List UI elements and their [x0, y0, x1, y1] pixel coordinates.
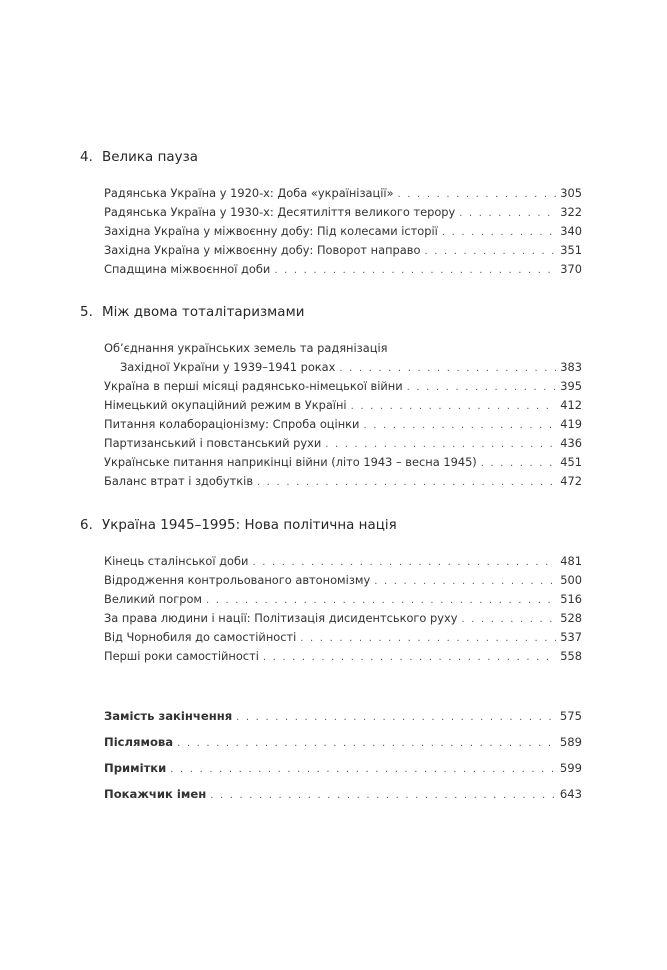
toc-entry[interactable]	[104, 630, 582, 649]
toc-entry-page: 340	[560, 224, 582, 238]
toc-back-entry[interactable]	[104, 709, 582, 728]
toc-entry[interactable]	[120, 360, 582, 379]
toc-entry-title: Післямова	[104, 735, 174, 749]
toc-entry-page: 481	[560, 554, 582, 568]
toc-entry-page: 395	[560, 379, 582, 393]
toc-entry-title: Перші роки самостійності	[104, 649, 259, 663]
toc-entry-page: 528	[560, 611, 582, 625]
toc-entry-title: Відродження контрольованого автономізму	[104, 573, 371, 587]
toc-entry-page: 575	[559, 709, 582, 723]
toc-entry-title: Баланс втрат і здобутків	[104, 474, 254, 488]
toc-entry-page: 305	[560, 186, 582, 200]
toc-entry-title-line[interactable]: Об’єднання українських земель та радянізація	[104, 341, 388, 355]
toc-entry-title: Західна Україна у міжвоєнну добу: Поворот направо	[104, 243, 421, 257]
toc-entry[interactable]	[104, 455, 582, 474]
toc-entry-title: Україна в перші місяці радянсько-німецької війни	[104, 379, 403, 393]
toc-back-entry[interactable]	[104, 735, 582, 754]
toc-entry-title: Радянська Україна у 1920-х: Доба «українізації»	[104, 186, 394, 200]
toc-entry[interactable]	[104, 262, 582, 281]
toc-entry-title: Німецький окупаційний режим в Україні	[104, 398, 347, 412]
toc-entry[interactable]	[104, 592, 582, 611]
toc-back-entry[interactable]	[104, 787, 582, 806]
toc-entry-page: 537	[560, 630, 582, 644]
toc-entry[interactable]	[104, 573, 582, 592]
toc-entry-title: Примітки	[104, 761, 167, 775]
toc-entry-title: Покажчик імен	[104, 787, 207, 801]
toc-entry-title: За права людини і нації: Політизація дисидентського руху	[104, 611, 458, 625]
toc-entry-page: 370	[560, 262, 582, 276]
toc-entry-page: 451	[560, 455, 582, 469]
part-title: Україна 1945–1995: Нова політична нація	[102, 518, 397, 533]
toc-entry-title: Від Чорнобиля до самостійності	[104, 630, 297, 644]
toc-entry-page: 500	[560, 573, 582, 587]
part-number: 4.	[80, 150, 93, 165]
part-heading	[80, 150, 198, 165]
toc-entry[interactable]	[104, 417, 582, 436]
toc-entry[interactable]	[104, 436, 582, 455]
toc-entry[interactable]	[104, 186, 582, 205]
toc-entry-title: Питання колабораціонізму: Спроба оцінки	[104, 417, 360, 431]
toc-entry-page: 436	[560, 436, 582, 450]
toc-entry-page: 351	[560, 243, 582, 257]
toc-entry-title: Замість закінчення	[104, 709, 233, 723]
toc-entry-title: Західної України у 1939–1941 роках	[120, 360, 336, 374]
toc-entry[interactable]	[104, 205, 582, 224]
toc-entry[interactable]	[104, 398, 582, 417]
toc-entry-page: 643	[559, 787, 582, 801]
toc-entry-page: 472	[560, 474, 582, 488]
part-heading	[80, 305, 304, 320]
toc-entry-page: 589	[559, 735, 582, 749]
toc-entry[interactable]	[104, 554, 582, 573]
toc-back-entry[interactable]	[104, 761, 582, 780]
toc-entry-title: Радянська Україна у 1930-х: Десятиліття великого терору	[104, 205, 456, 219]
toc-entry[interactable]	[104, 379, 582, 398]
toc-entry-page: 383	[560, 360, 582, 374]
toc-entry[interactable]	[104, 243, 582, 262]
part-heading	[80, 518, 397, 533]
toc-entry[interactable]	[104, 224, 582, 243]
toc-entry-page: 419	[560, 417, 582, 431]
toc-entry-page: 516	[560, 592, 582, 606]
part-number: 5.	[80, 305, 93, 320]
toc-entry-title: Великий погром	[104, 592, 203, 606]
toc-entry-title: Кінець сталінської доби	[104, 554, 249, 568]
toc-entry[interactable]	[104, 649, 582, 668]
toc-entry-page: 412	[560, 398, 582, 412]
toc-entry-page: 558	[560, 649, 582, 663]
part-title: Велика пауза	[102, 150, 199, 165]
toc-entry[interactable]	[104, 474, 582, 493]
toc-entry-page: 322	[560, 205, 582, 219]
part-title: Між двома тоталітаризмами	[102, 305, 305, 320]
toc-entry-title: Спадщина міжвоєнної доби	[104, 262, 271, 276]
toc-entry-title: Західна Україна у міжвоєнну добу: Під колесами історії	[104, 224, 438, 238]
toc-entry-page: 599	[559, 761, 582, 775]
toc-entry[interactable]	[104, 611, 582, 630]
toc-entry-title: Партизанський і повстанський рухи	[104, 436, 322, 450]
toc-entry-title: Українське питання наприкінці війни (літо 1943 – весна 1945)	[104, 455, 477, 469]
part-number: 6.	[80, 518, 93, 533]
